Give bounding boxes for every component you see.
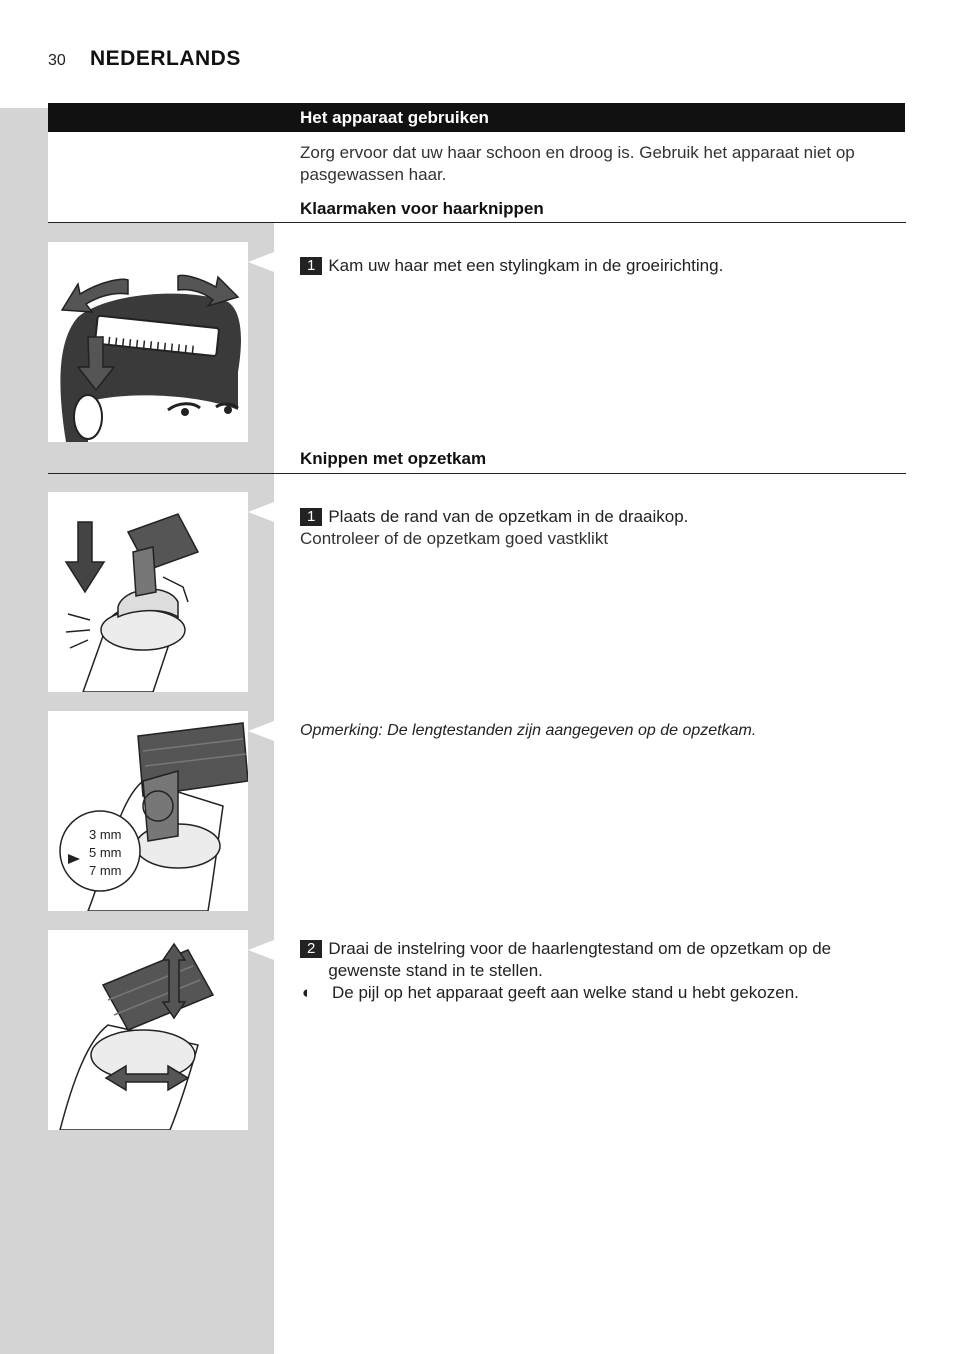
- step-number: 2: [300, 940, 322, 958]
- subsection-title-comb: Knippen met opzetkam: [300, 449, 487, 468]
- figure-pointer: [248, 721, 274, 741]
- length-label: 5 mm: [89, 845, 122, 860]
- step-text: Draai de instelring voor de haarlengtestand om de opzetkam op de gewenste stand in te stellen.: [328, 939, 832, 980]
- step-number: 1: [300, 257, 322, 275]
- divider: [48, 473, 906, 474]
- length-label: 3 mm: [89, 827, 122, 842]
- language-heading: NEDERLANDS: [90, 47, 241, 70]
- section-title: Het apparaat gebruiken: [300, 108, 489, 127]
- divider: [48, 222, 906, 223]
- note-text: Opmerking: De lengtestanden zijn aangegeven op de opzetkam.: [300, 722, 757, 739]
- step-number: 1: [300, 508, 322, 526]
- figure-adjust-ring: [48, 930, 248, 1130]
- figure-attach-comb: [48, 492, 248, 692]
- intro-text: Zorg ervoor dat uw haar schoon en droog is. Gebruik het apparaat niet op pasgewassen haar.: [300, 143, 855, 184]
- step-text: Kam uw haar met een stylingkam in de groeirichting.: [328, 256, 724, 275]
- bullet-icon: ◖: [300, 983, 311, 1002]
- step-comb-1: [300, 506, 900, 528]
- figure-pointer: [248, 940, 274, 960]
- figure-length-marks: [48, 711, 248, 911]
- section-bar: [48, 103, 905, 132]
- step-comb-2: [300, 938, 900, 982]
- intro-whitebox: [48, 132, 274, 222]
- step-prep-1: [300, 255, 900, 277]
- figure-combing: [48, 242, 248, 442]
- length-label: 7 mm: [89, 863, 122, 878]
- figure-pointer: [248, 252, 274, 272]
- length-labels: [89, 826, 122, 880]
- bullet-text: De pijl op het apparaat geeft aan welke stand u hebt gekozen.: [332, 983, 799, 1002]
- figure-pointer: [248, 502, 274, 522]
- step-subtext: Controleer of de opzetkam goed vastklikt: [300, 529, 609, 548]
- page-number: 30: [48, 52, 66, 69]
- step-bullet: [300, 983, 799, 1003]
- step-text: Plaats de rand van de opzetkam in de draaikop.: [328, 507, 689, 526]
- subsection-title-prep: Klaarmaken voor haarknippen: [300, 199, 544, 218]
